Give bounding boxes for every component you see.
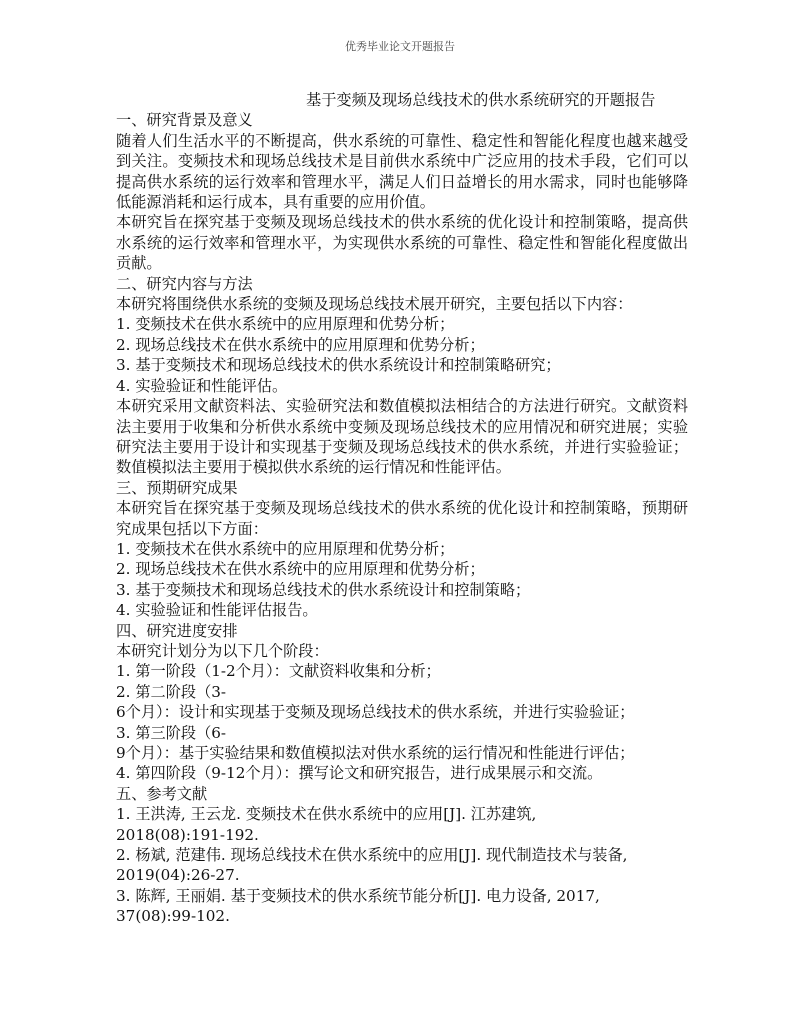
page-header: 优秀毕业论文开题报告 [345,40,455,53]
list-item: 1. 变频技术在供水系统中的应用原理和优势分析； [116,315,455,334]
schedule-line: 9个月）：基于实验结果和数值模拟法对供水系统的运行情况和性能进行评估； [116,744,635,762]
section-heading-expected-results: 三、预期研究成果 [116,478,238,497]
list-item: 1. 变频技术在供水系统中的应用原理和优势分析； [116,539,455,558]
list-item: 3. 基于变频技术和现场总线技术的供水系统设计和控制策略研究； [116,356,561,375]
schedule-line: 6个月）：设计和实现基于变频及现场总线技术的供水系统，并进行实验验证； [116,703,635,722]
list-item: 2. 现场总线技术在供水系统中的应用原理和优势分析； [116,335,485,354]
results-intro: 本研究旨在探究基于变频及现场总线技术的供水系统的优化设计和控制策略，预期研究成果包括以下方面： [116,499,688,538]
background-paragraph-1: 随着人们生活水平的不断提高，供水系统的可靠性、稳定性和智能化程度也越来越受到关注。变频技术和现场总线技术是目前供水系统中广泛应用的技术手段，它们可以提高供水系统的运行效率和管理水平，满足人们日益增长的用水需求，同时也能够降低能源消耗和运行成本，具有重要的应用价值。 [116,131,688,212]
reference-line: 1. 王洪涛, 王云龙. 变频技术在供水系统中的应用[J]. 江苏建筑, [116,805,537,824]
reference-line: 2018(08):191-192. [116,825,259,844]
section-heading-schedule: 四、研究进度安排 [116,621,238,640]
reference-line: 2019(04):26-27. [116,866,240,885]
list-item: 2. 现场总线技术在供水系统中的应用原理和优势分析； [116,560,485,579]
schedule-line: 1. 第一阶段（1-2个月）：文献资料收集和分析； [116,662,441,681]
reference-line: 3. 陈辉, 王丽娟. 基于变频技术的供水系统节能分析[J]. 电力设备, 2017, [116,886,600,905]
schedule-line: 4. 第四阶段（9-12个月）：撰写论文和研究报告，进行成果展示和交流。 [116,764,603,783]
schedule-line: 2. 第二阶段（3- [116,682,227,701]
document-title: 基于变频及现场总线技术的供水系统研究的开题报告 [306,91,656,109]
section-heading-content-methods: 二、研究内容与方法 [116,274,253,293]
reference-line: 2. 杨斌, 范建伟. 现场总线技术在供水系统中的应用[J]. 现代制造技术与装备, [116,846,628,865]
section-heading-references: 五、参考文献 [116,784,208,803]
schedule-intro: 本研究计划分为以下几个阶段： [116,641,329,660]
document-body [116,90,688,927]
content-intro: 本研究将围绕供水系统的变频及现场总线技术展开研究，主要包括以下内容： [116,295,633,314]
methods-paragraph: 本研究采用文献资料法、实验研究法和数值模拟法相结合的方法进行研究。文献资料法主要用于收集和分析供水系统中变频及现场总线技术的应用情况和研究进展；实验研究法主要用于设计和实现基于变频及现场总线技术的供水系统，并进行实验验证；数值模拟法主要用于模拟供水系统的运行情况和性能评估。 [116,397,688,477]
section-heading-background: 一、研究背景及意义 [116,111,253,130]
list-item: 4. 实验验证和性能评估报告。 [116,601,318,620]
list-item: 4. 实验验证和性能评估。 [116,376,288,395]
schedule-line: 3. 第三阶段（6- [116,723,227,742]
background-paragraph-2: 本研究旨在探究基于变频及现场总线技术的供水系统的优化设计和控制策略，提高供水系统的运行效率和管理水平，为实现供水系统的可靠性、稳定性和智能化程度做出贡献。 [116,213,688,273]
reference-line: 37(08):99-102. [116,907,230,926]
list-item: 3. 基于变频技术和现场总线技术的供水系统设计和控制策略； [116,580,531,599]
